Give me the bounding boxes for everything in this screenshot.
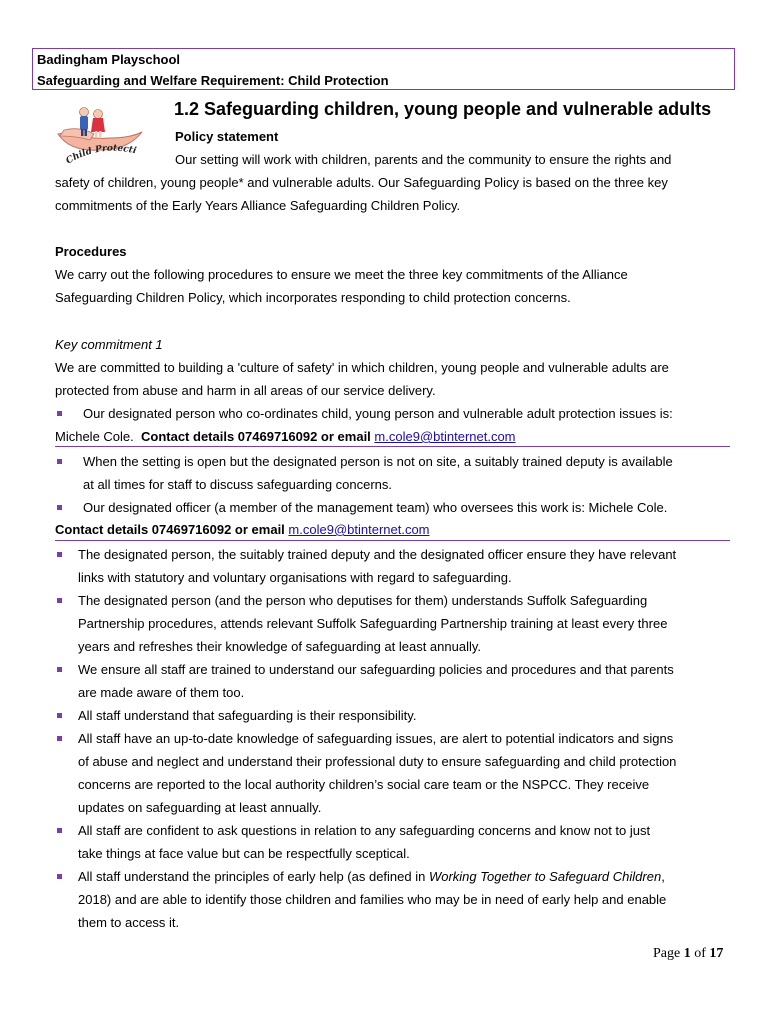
designated-person-name: Michele Cole. — [55, 429, 134, 444]
designated-person-line: Our designated person who co-ordinates child, young person and vulnerable adult protection issues is: — [83, 406, 673, 421]
deputy-line: When the setting is open but the designated person is not on site, a suitably trained deputy is available — [83, 454, 673, 469]
designated-officer-contact — [55, 522, 430, 537]
procedures-line: We carry out the following procedures to ensure we meet the three key commitments of the Alliance — [55, 267, 628, 282]
commitment-line: We are committed to building a 'culture of safety' in which children, young people and vulnerable adults are — [55, 360, 669, 375]
designated-officer-email-link[interactable]: m.cole9@btinternet.com — [288, 522, 430, 537]
list-item-line: links with statutory and voluntary organisations with regard to safeguarding. — [78, 570, 512, 585]
logo-label: Child Protecti — [64, 143, 138, 167]
policy-title: 1.2 Safeguarding children, young people and vulnerable adults — [174, 99, 712, 119]
page-word: Page — [653, 946, 681, 961]
of-word: of — [694, 946, 706, 961]
current-page: 1 — [683, 946, 691, 961]
page-number — [653, 946, 723, 962]
bullet-marker — [57, 736, 62, 741]
bullet-marker — [57, 411, 62, 416]
early-help-reference: Working Together to Safeguard Children — [428, 869, 662, 884]
policy-line: safety of children, young people* and vulnerable adults. Our Safeguarding Policy is based on the three key — [55, 175, 668, 190]
bullet-marker — [57, 874, 62, 879]
divider — [55, 540, 730, 541]
deputy-line: at all times for staff to discuss safeguarding concerns. — [83, 477, 393, 492]
bullet-marker — [57, 459, 62, 464]
list-item-line: All staff have an up-to-date knowledge of safeguarding issues, are alert to potential indicators and signs — [78, 731, 674, 746]
early-help-text: All staff understand the principles of early help (as defined in — [78, 869, 429, 884]
list-item-line: updates on safeguarding at least annually. — [78, 800, 322, 815]
list-item-line: years and refreshes their knowledge of safeguarding at least annually. — [78, 639, 482, 654]
designated-person-contact — [55, 429, 516, 444]
list-item-line: of abuse and neglect and understand their professional duty to ensure safeguarding and child protection — [78, 754, 677, 769]
contact-label: Contact details 07469716092 or email — [141, 429, 371, 444]
policy-statement-heading: Policy statement — [175, 129, 279, 144]
list-item-line: Partnership procedures, attends relevant Suffolk Safeguarding Partnership training at least every three — [78, 616, 668, 631]
requirement-title: Safeguarding and Welfare Requirement: Child Protection — [37, 73, 389, 88]
list-item-line: All staff are confident to ask questions in relation to any safeguarding concerns and know not to just — [78, 823, 651, 838]
bullet-marker — [57, 667, 62, 672]
early-help-line — [78, 869, 665, 884]
list-item-line: take things at face value but can be respectfully sceptical. — [78, 846, 410, 861]
list-item-line: The designated person (and the person who deputises for them) understands Suffolk Safeguarding — [78, 593, 648, 608]
bullet-marker — [57, 505, 62, 510]
total-pages: 17 — [709, 946, 724, 961]
designated-officer-line: Our designated officer (a member of the management team) who oversees this work is: Michele Cole. — [83, 500, 668, 515]
list-item-line: The designated person, the suitably trained deputy and the designated officer ensure they have relevant — [78, 547, 677, 562]
policy-line: Our setting will work with children, parents and the community to ensure the rights and — [175, 152, 672, 167]
list-item-line: We ensure all staff are trained to understand our safeguarding policies and procedures and that parents — [78, 662, 674, 677]
list-item-line: All staff understand that safeguarding is their responsibility. — [78, 708, 417, 723]
commitment-line: protected from abuse and harm in all areas of our service delivery. — [55, 383, 436, 398]
hands-children-icon — [50, 104, 150, 170]
bullet-marker — [57, 713, 62, 718]
divider — [55, 446, 730, 447]
procedures-line: Safeguarding Children Policy, which incorporates responding to child protection concerns. — [55, 290, 571, 305]
early-help-punct: , — [661, 869, 665, 884]
contact-label: Contact details 07469716092 or email — [55, 522, 285, 537]
list-item-line: concerns are reported to the local authority children’s social care team or the NSPCC. They receive — [78, 777, 650, 792]
org-name: Badingham Playschool — [37, 52, 181, 67]
bullet-marker — [57, 552, 62, 557]
procedures-heading: Procedures — [55, 244, 127, 259]
early-help-line: 2018) and are able to identify those children and families who may be in need of early help and enable — [78, 892, 667, 907]
header-box — [32, 48, 735, 90]
key-commitment-heading: Key commitment 1 — [55, 337, 163, 352]
list-item-line: are made aware of them too. — [78, 685, 245, 700]
bullet-marker — [57, 598, 62, 603]
policy-line: commitments of the Early Years Alliance Safeguarding Children Policy. — [55, 198, 461, 213]
bullet-marker — [57, 828, 62, 833]
designated-person-email-link[interactable]: m.cole9@btinternet.com — [374, 429, 516, 444]
child-protection-logo — [50, 104, 150, 170]
early-help-line: them to access it. — [78, 915, 180, 930]
